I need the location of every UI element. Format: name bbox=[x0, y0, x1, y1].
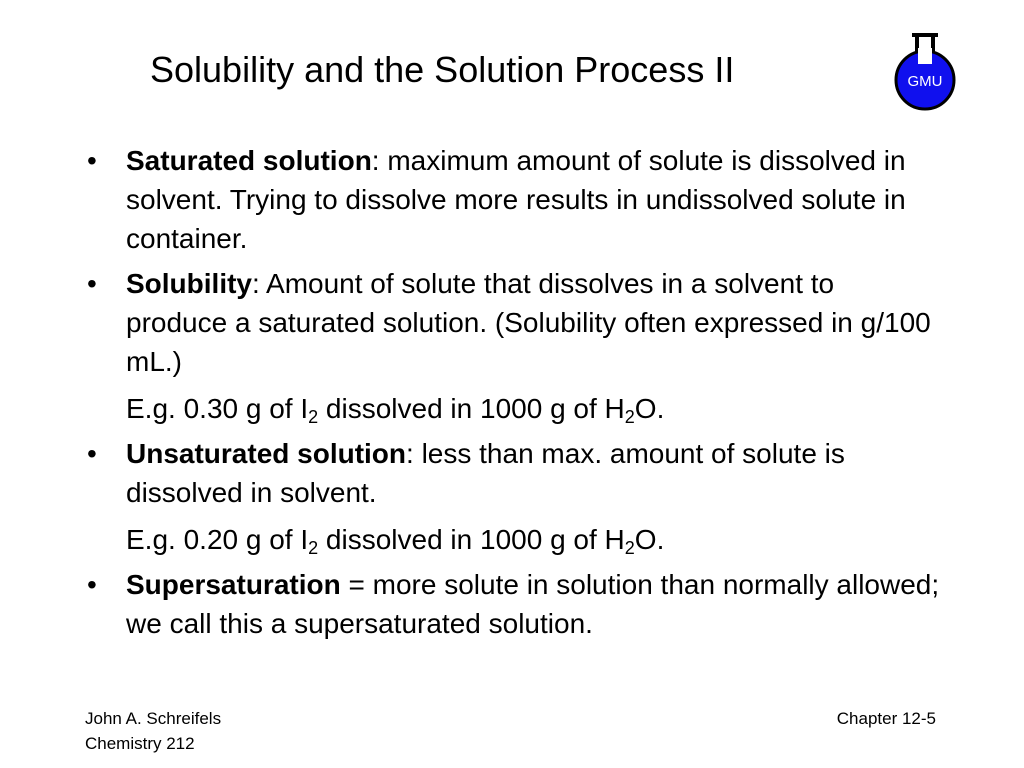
example-middle: dissolved in 1000 g of H bbox=[318, 524, 625, 555]
bullet-separator: : bbox=[252, 268, 267, 299]
bullet-marker: • bbox=[87, 145, 97, 176]
bullet-marker: • bbox=[87, 569, 97, 600]
gmu-logo bbox=[890, 28, 960, 112]
footer-course: Chemistry 212 bbox=[85, 734, 195, 753]
slide-title: Solubility and the Solution Process II bbox=[150, 49, 735, 90]
example-subscript: 2 bbox=[308, 538, 319, 558]
logo-text: GMU bbox=[907, 73, 943, 90]
bullet-term: Unsaturated solution bbox=[126, 438, 407, 469]
bullet-term: Supersaturation bbox=[126, 569, 341, 600]
example-prefix: E.g. 0.20 g of I bbox=[126, 524, 309, 555]
footer-chapter: Chapter 12-5 bbox=[836, 709, 936, 728]
bullet-text: maximum amount of solute is dissolved in solvent. Trying to dissolve more results in undissolved solute in container. bbox=[126, 145, 906, 254]
slide-content bbox=[80, 141, 940, 649]
example-suffix: O. bbox=[634, 393, 665, 424]
example-subscript: 2 bbox=[624, 407, 635, 427]
bullet-text: more solute in solution than normally allowed; we call this a supersaturated solution. bbox=[126, 569, 940, 639]
example-middle: dissolved in 1000 g of H bbox=[318, 393, 625, 424]
bullet-separator: = bbox=[340, 569, 373, 600]
footer-left bbox=[85, 706, 221, 756]
example-prefix: E.g. 0.30 g of I bbox=[126, 393, 309, 424]
bullet-term: Solubility bbox=[126, 268, 252, 299]
example-suffix: O. bbox=[634, 524, 665, 555]
bullet-unsaturated-solution bbox=[80, 434, 940, 512]
footer-author: John A. Schreifels bbox=[85, 709, 222, 728]
bullet-text: less than max. amount of solute is dissolved in solvent. bbox=[126, 438, 845, 508]
bullet-term: Saturated solution bbox=[126, 145, 372, 176]
example-unsaturated bbox=[80, 520, 940, 559]
flask-icon bbox=[890, 28, 960, 112]
bullet-separator: : bbox=[371, 145, 388, 176]
example-solubility bbox=[80, 389, 940, 428]
bullet-marker: • bbox=[87, 438, 97, 469]
example-subscript: 2 bbox=[308, 407, 319, 427]
example-subscript: 2 bbox=[624, 538, 635, 558]
bullet-text: Amount of solute that dissolves in a solvent to produce a saturated solution. (Solubility often expressed in g/100 mL.) bbox=[126, 268, 931, 377]
bullet-saturated-solution bbox=[80, 141, 940, 258]
bullet-supersaturation bbox=[80, 565, 940, 643]
bullet-separator: : bbox=[406, 438, 422, 469]
bullet-marker: • bbox=[87, 268, 97, 299]
bullet-solubility bbox=[80, 264, 940, 381]
